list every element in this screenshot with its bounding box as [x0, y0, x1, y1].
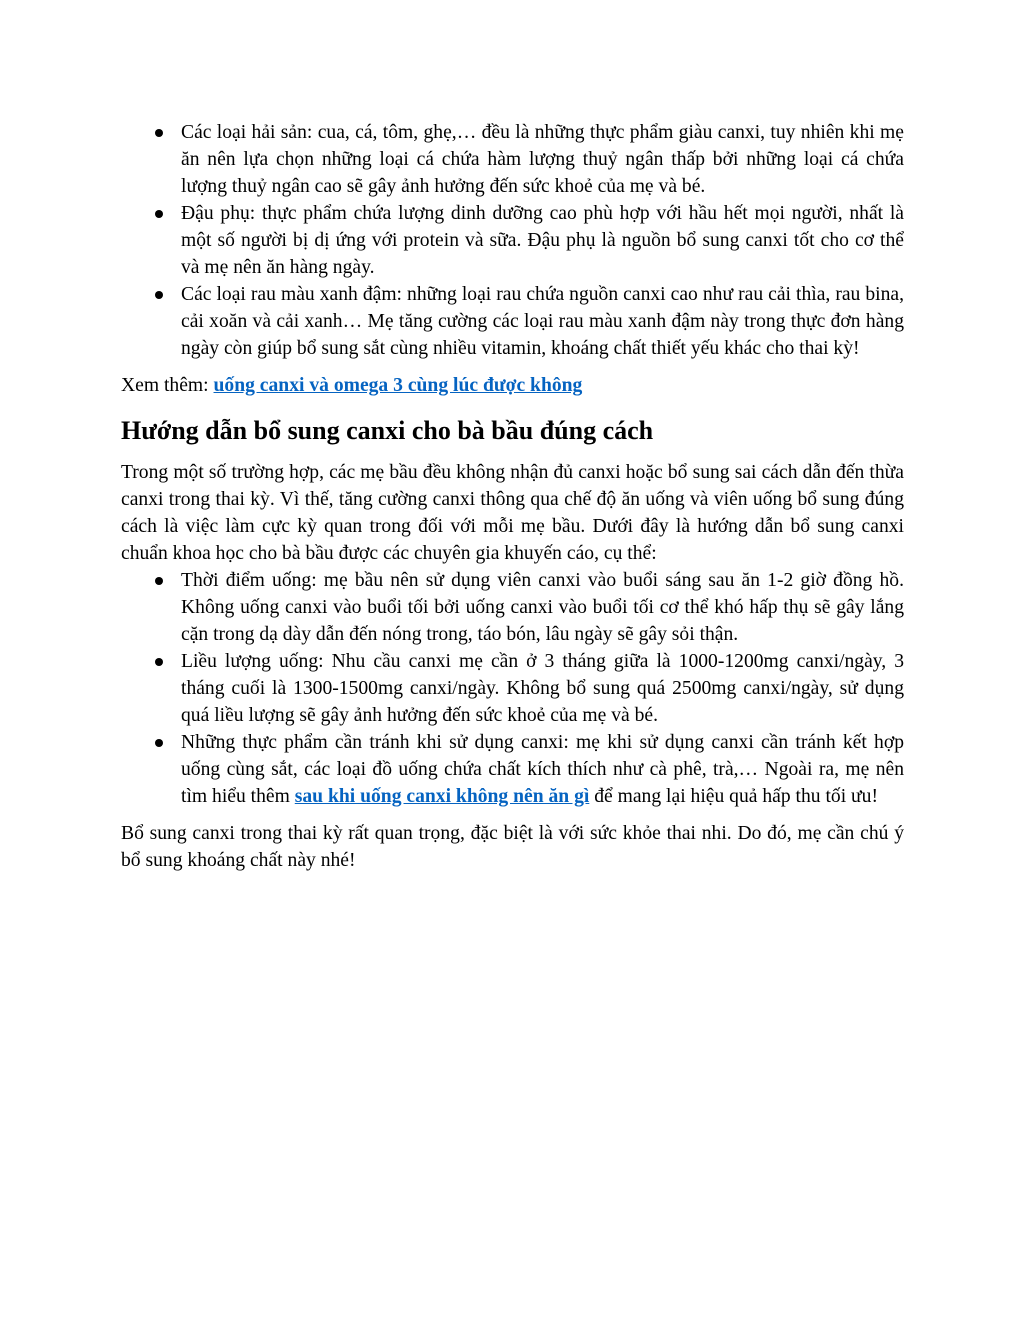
list-item — [121, 200, 904, 281]
see-more-prefix: Xem thêm: — [121, 375, 214, 396]
list-item-text: Thời điểm uống: mẹ bầu nên sử dụng viên canxi vào buổi sáng sau ăn 1-2 giờ đồng hồ. Không uống canxi vào buổi tối bởi uống canxi vào buổi tối cơ thể khó hấp thụ sẽ gây lắng cặn trong dạ dày dẫn đến nóng trong, táo bón, lâu ngày sẽ gây sỏi thận. — [181, 570, 904, 645]
list-item-text: Các loại hải sản: cua, cá, tôm, ghẹ,… đều là những thực phẩm giàu canxi, tuy nhiên khi mẹ ăn nên lựa chọn những loại cá chứa hàm lượng thuỷ ngân thấp bởi những loại cá chứa lượng thuỷ ngân cao sẽ gây ảnh hưởng đến sức khoẻ của mẹ và bé. — [181, 122, 904, 197]
section-heading: Hướng dẫn bổ sung canxi cho bà bầu đúng cách — [121, 416, 654, 445]
closing-paragraph: Bổ sung canxi trong thai kỳ rất quan trọng, đặc biệt là với sức khỏe thai nhi. Do đó, mẹ cần chú ý bổ sung khoáng chất này nhé! — [121, 823, 904, 871]
list-item-text: Các loại rau màu xanh đậm: những loại rau chứa nguồn canxi cao như rau cải thìa, rau bina, cải xoăn và cải xanh… Mẹ tăng cường các loại rau màu xanh đậm này trong thực đơn hàng ngày còn giúp bổ sung sắt cùng nhiều vitamin, khoáng chất thiết yếu khác cho thai kỳ! — [181, 284, 904, 359]
calcium-foods-list — [121, 119, 904, 362]
list-item — [121, 567, 904, 648]
list-item — [121, 648, 904, 729]
list-item — [121, 119, 904, 200]
bullet-icon — [155, 210, 163, 218]
list-item — [121, 281, 904, 362]
bullet-icon — [155, 129, 163, 137]
bullet-icon — [155, 577, 163, 585]
see-more-line — [121, 372, 904, 399]
document-page — [121, 119, 904, 874]
guidance-list — [121, 567, 904, 810]
bullet-icon — [155, 739, 163, 747]
list-item — [121, 729, 904, 810]
bullet-icon — [155, 291, 163, 299]
list-item-text: Liều lượng uống: Nhu cầu canxi mẹ cần ở 3 tháng giữa là 1000-1200mg canxi/ngày, 3 tháng cuối là 1300-1500mg canxi/ngày. Không bổ sung quá 2500mg canxi/ngày, sử dụng quá liều lượng sẽ gây ảnh hưởng đến sức khoẻ của mẹ và bé. — [181, 651, 904, 726]
intro-paragraph: Trong một số trường hợp, các mẹ bầu đều không nhận đủ canxi hoặc bổ sung sai cách dẫn đến thừa canxi trong thai kỳ. Vì thế, tăng cường canxi thông qua chế độ ăn uống và viên uống bổ sung đúng cách là việc làm cực kỳ quan trong đối với mỗi mẹ bầu. Dưới đây là hướng dẫn bổ sung canxi chuẩn khoa học cho bà bầu được các chuyên gia khuyến cáo, cụ thể: — [121, 462, 904, 564]
list-item-text: Đậu phụ: thực phẩm chứa lượng dinh dưỡng cao phù hợp với hầu hết mọi người, nhất là một số người bị dị ứng với protein và sữa. Đậu phụ là nguồn bổ sung canxi tốt cho cơ thể và mẹ nên ăn hàng ngày. — [181, 203, 904, 278]
bullet-icon — [155, 658, 163, 666]
foods-to-avoid-link[interactable]: sau khi uống canxi không nên ăn gì — [294, 786, 590, 807]
list-item-text-before: Những thực phẩm cần tránh khi sử dụng canxi: mẹ khi sử dụng canxi cần tránh kết hợp uống cùng sắt, các loại đồ uống chứa chất kích thích như cà phê, trà,… Ngoài ra, mẹ nên tìm hiểu thêm — [181, 732, 904, 807]
see-more-link[interactable]: uống canxi và omega 3 cùng lúc được không — [213, 375, 583, 396]
list-item-text-after: để mang lại hiệu quả hấp thu tối ưu! — [589, 786, 879, 807]
